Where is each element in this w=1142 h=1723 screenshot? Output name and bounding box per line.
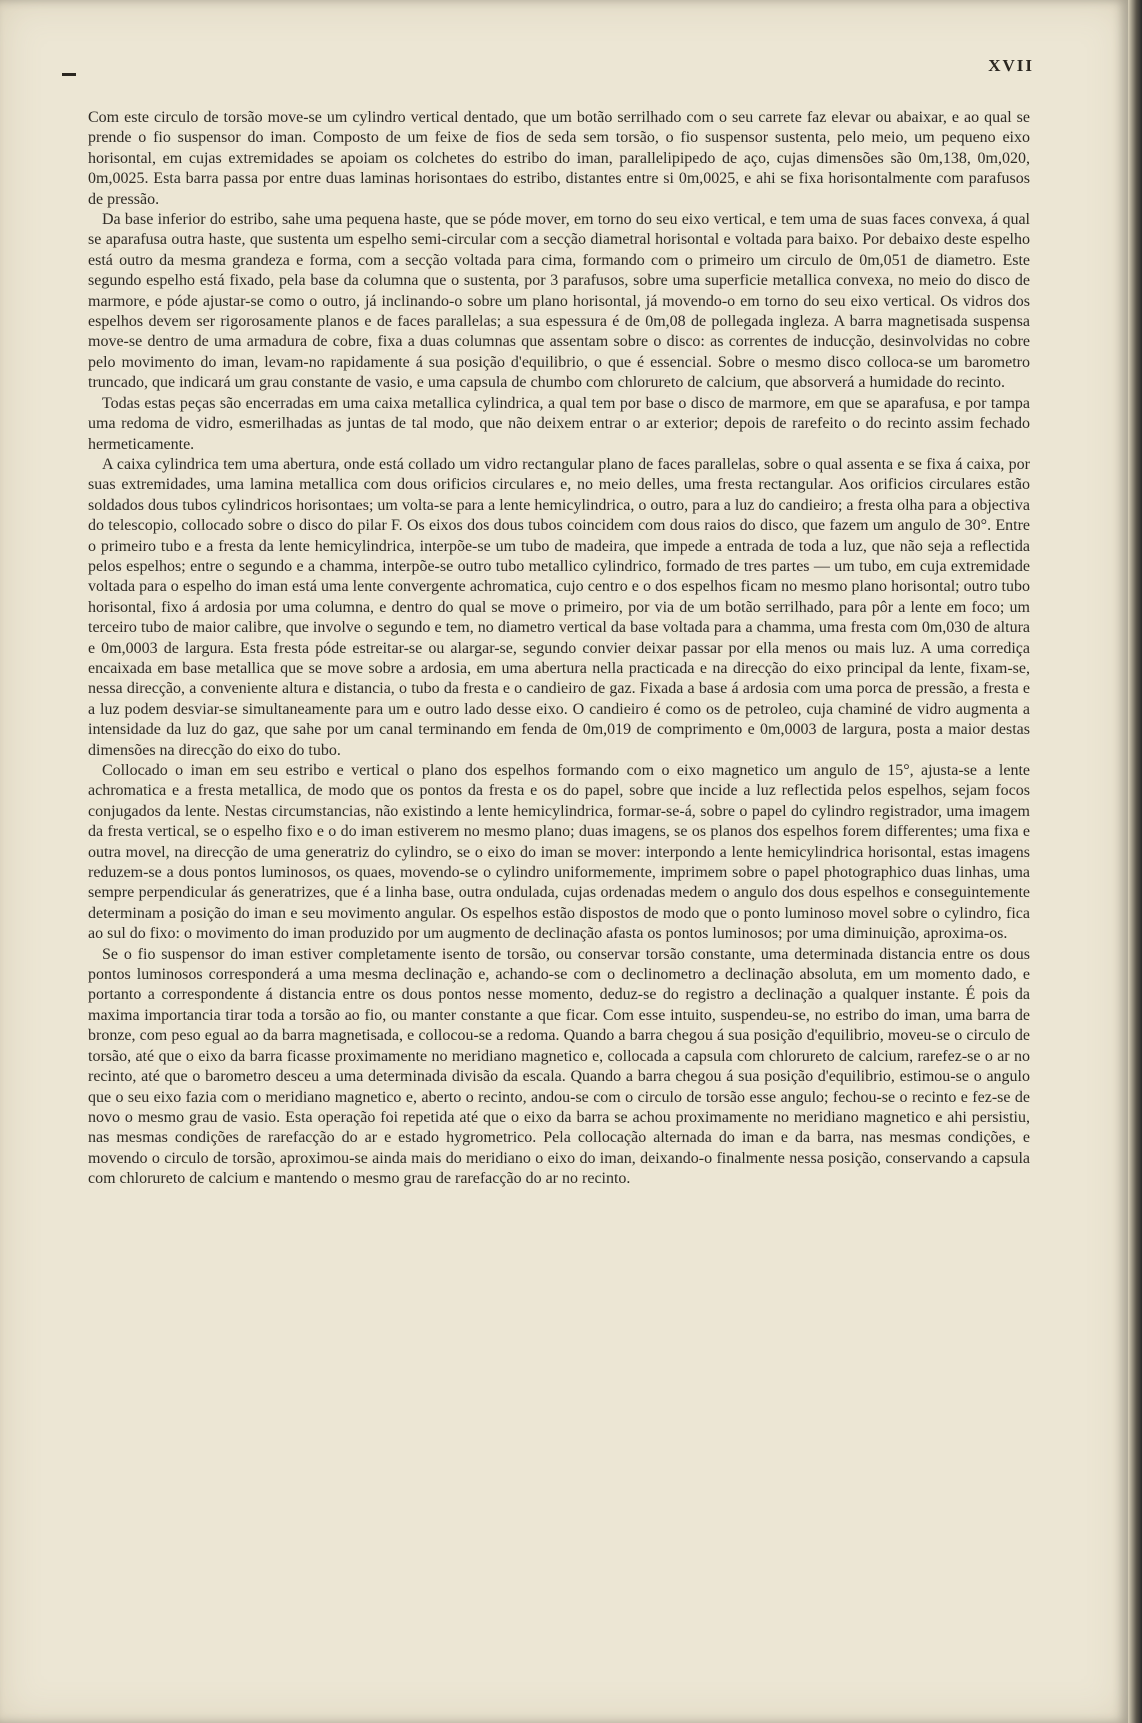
- page-edge-shadow: [1128, 0, 1142, 1723]
- corner-mark: [62, 73, 76, 76]
- paragraph: A caixa cylindrica tem uma abertura, onde está collado um vidro rectangular plano de faces parallelas, sobre o qual assenta e se fixa á caixa, por suas extremidades, uma lamina metallica com dous orificios circulares e, no meio delles, uma fresta rectangular. Aos orificios circulares estão soldados dous tubos cylindricos horisontaes; um volta-se para a lente hemicylindrica, o outro, para a luz do candieiro; a fresta olha para a objectiva do telescopio, collocado sobre o disco do pilar F. Os eixos dos dous tubos coincidem com dous raios do disco, que fazem um angulo de 30°. Entre o primeiro tubo e a fresta da lente hemicylindrica, interpõe-se um tubo de madeira, que impede a entrada de toda a luz, que não seja a reflectida pelos espelhos; entre o segundo e a chamma, interpõe-se outro tubo metallico cylindrico, formado de tres partes — um tubo, em cuja extremidade voltada para o espelho do iman está uma lente convergente achromatica, cujo centro e o dos espelhos ficam no mesmo plano horisontal; outro tubo horisontal, fixo á ardosia por uma columna, e dentro do qual se move o primeiro, por via de um botão serrilhado, para pôr a lente em foco; um terceiro tubo de maior calibre, que involve o segundo e tem, no diametro vertical da base voltada para a chamma, uma fresta com 0m,030 de altura e 0m,0003 de largura. Esta fresta póde estreitar-se ou alargar-se, segundo convier deixar passar por ella menos ou mais luz. A uma corrediça encaixada em base metallica que se move sobre a ardosia, em uma abertura nella practicada e na direcção do eixo principal da lente, fixam-se, nessa direcção, a conveniente altura e distancia, o tubo da fresta e o candieiro de gaz. Fixada a base á ardosia com uma porca de pressão, a fresta e a luz podem desviar-se simultaneamente para um e outro lado desse eixo. O candieiro é como os de petroleo, cuja chaminé de vidro augmenta a intensidade da luz do gaz, que sahe por um canal terminando em fenda de 0m,019 de comprimento e 0m,0003 de largura, posta a maior destas dimensões na direcção do eixo do tubo.: [88, 455, 1030, 759]
- paragraph: Todas estas peças são encerradas em uma caixa metallica cylindrica, a qual tem por base o disco de marmore, em que se aparafusa, e por tampa uma redoma de vidro, esmerilhadas as juntas de tal modo, que não deixem entrar o ar exterior; depois de rarefeito o do recinto assim fechado hermeticamente.: [88, 394, 1030, 453]
- paragraph: Collocado o iman em seu estribo e vertical o plano dos espelhos formando com o eixo magnetico um angulo de 15°, ajusta-se a lente achromatica e a fresta metallica, de modo que os pontos da fresta e os do papel, sobre que incide a luz reflectida pelos espelhos, sejam focos conjugados da lente. Nestas circumstancias, não existindo a lente hemicylindrica, formar-se-á, sobre o papel do cylindro registrador, uma imagem da fresta vertical, se o espelho fixo e o do iman estiverem no mesmo plano; duas imagens, se os planos dos espelhos forem differentes; uma fixa e outra movel, na direcção de uma generatriz do cylindro, se o eixo do iman se mover: interpondo a lente hemicylindrica horisontal, estas imagens reduzem-se a dous pontos luminosos, os quaes, movendo-se o cylindro uniformemente, imprimem sobre o papel photographico duas linhas, uma sempre perpendicular ás generatrizes, que é a linha base, outra ondulada, cujas ordenadas medem o angulo dos dous espelhos e conseguintemente determinam a posição do iman e seu movimento angular. Os espelhos estão dispostos de modo que o ponto luminoso movel sobre o cylindro, fica ao sul do fixo: o movimento do iman produzido por um augmento de declinação afasta os pontos luminosos; por uma diminuição, aproxima-os.: [88, 762, 1030, 943]
- body-text: [88, 108, 1030, 1190]
- paragraph: Com este circulo de torsão move-se um cylindro vertical dentado, que um botão serrilhado com o seu carrete faz elevar ou abaixar, e ao qual se prende o fio suspensor do iman. Composto de um feixe de fios de seda sem torsão, o fio suspensor sustenta, pelo meio, um pequeno eixo horisontal, em cujas extremidades se apoiam os colchetes do estribo do iman, parallelipipedo de aço, cujas dimensões são 0m,138, 0m,020, 0m,0025. Esta barra passa por entre duas laminas horisontaes do estribo, distantes entre si 0m,0025, e ahi se fixa horisontalmente com parafusos de pressão.: [88, 109, 1030, 208]
- paragraph: Se o fio suspensor do iman estiver completamente isento de torsão, ou conservar torsão constante, uma determinada distancia entre os dous pontos luminosos corresponderá a uma mesma declinação e, achando-se com o declinometro a declinação absoluta, em um momento dado, e portanto a correspondente á distancia entre os dous pontos nesse momento, deduz-se do registro a declinação a qualquer instante. É pois da maxima importancia tirar toda a torsão ao fio, ou manter constante a que ficar. Com esse intuito, suspendeu-se, no estribo do iman, uma barra de bronze, com peso egual ao da barra magnetisada, e collocou-se a redoma. Quando a barra chegou á sua posição d'equilibrio, moveu-se o circulo de torsão, até que o eixo da barra ficasse proximamente no meridiano magnetico e, collocada a capsula com chlorureto de calcium, rarefez-se o ar no recinto, até que o barometro desceu a uma determinada divisão da escala. Quando a barra chegou á sua posição d'equilibrio, estimou-se o angulo que o seu eixo fazia com o meridiano magnetico e, aberto o recinto, andou-se com o circulo de torsão esse angulo; fechou-se o recinto e fez-se de novo o mesmo grau de vasio. Esta operação foi repetida até que o eixo da barra se achou proximamente no meridiano magnetico e ahi persistiu, nas mesmas condições de rarefacção do ar e estado hygrometrico. Pela collocação alternada do iman e da barra, nas mesmas condições, e movendo o circulo de torsão, aproximou-se ainda mais do meridiano o eixo do iman, deixando-o finalmente nessa posição, conservando a capsula com chlorureto de calcium e mantendo o mesmo grau de rarefacção do ar no recinto.: [88, 945, 1030, 1188]
- paragraph: Da base inferior do estribo, sahe uma pequena haste, que se póde mover, em torno do seu eixo vertical, e tem uma de suas faces convexa, á qual se aparafusa outra haste, que sustenta um espelho semi-circular com a secção diametral horisontal e voltada para baixo. Por debaixo deste espelho está outro da mesma grandeza e forma, com a secção voltada para cima, formando com o primeiro um circulo de 0m,051 de diametro. Este segundo espelho está fixado, pela base da columna que o sustenta, por 3 parafusos, sobre uma superficie metallica convexa, no meio do disco de marmore, e póde ajustar-se como o outro, já inclinando-o sobre um plano horisontal, já movendo-o em torno do seu eixo vertical. Os vidros dos espelhos devem ser rigorosamente planos e de faces parallelas; a sua espessura é de 0m,08 de pollegada ingleza. A barra magnetisada suspensa move-se dentro de uma armadura de cobre, fixa a duas columnas que assentam sobre o disco: as correntes de inducção, desinvolvidas no cobre pelo movimento do iman, levam-no rapidamente á sua posição d'equilibrio, o que é essencial. Sobre o mesmo disco colloca-se um barometro truncado, que indicará um grau constante de vasio, e uma capsula de chumbo com chlorureto de calcium, que absorverá a humidade do recinto.: [88, 211, 1030, 392]
- page-number: XVII: [988, 56, 1034, 75]
